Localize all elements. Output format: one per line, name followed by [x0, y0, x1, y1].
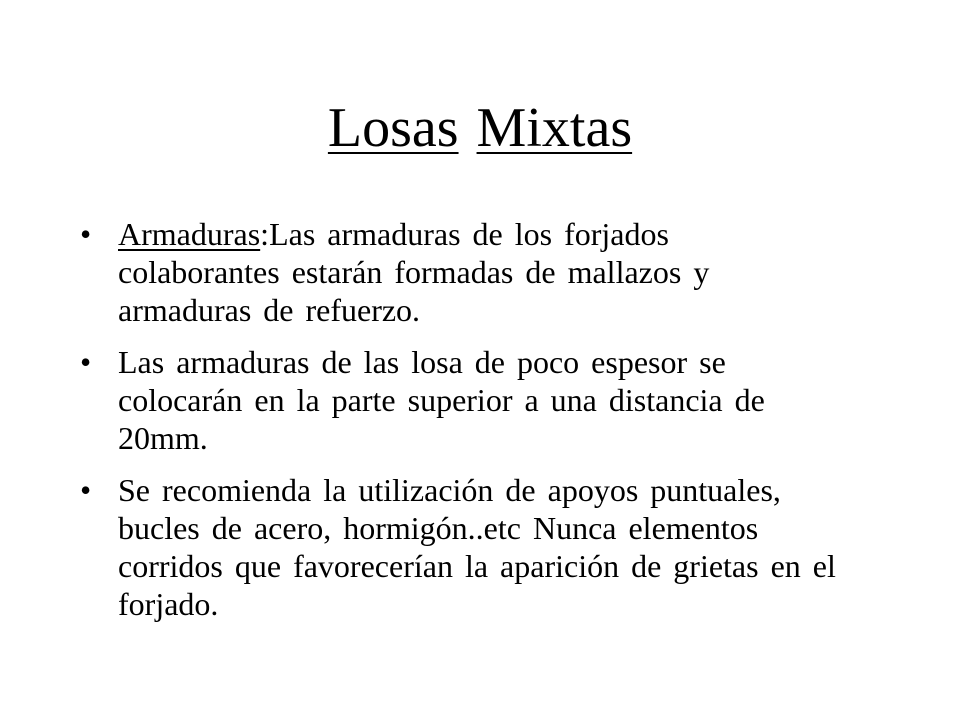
title-word-mixtas: Mixtas	[476, 97, 633, 159]
bullet-item-apoyos	[80, 471, 840, 623]
bullet-dot-icon: •	[80, 344, 92, 380]
bullet-item-armaduras	[80, 215, 840, 329]
bullet-text: :Las armaduras de los forjados colaborantes estarán formadas de mallazos y armaduras de refuerzo.	[118, 216, 710, 328]
bullet-lead-armaduras: Armaduras	[118, 216, 261, 252]
bullet-dot-icon: •	[80, 216, 92, 252]
bullet-dot-icon: •	[80, 472, 92, 508]
bullet-list	[80, 215, 840, 637]
title-word-losas: Losas	[327, 97, 459, 159]
bullet-item-espesor	[80, 343, 840, 457]
bullet-text: Las armaduras de las losa de poco espesor se colocarán en la parte superior a una distancia de 20mm.	[118, 344, 765, 456]
slide-title	[0, 92, 960, 164]
bullet-text: Se recomienda la utilización de apoyos puntuales, bucles de acero, hormigón..etc Nunca elementos corridos que favorecerían la aparición de grietas en el forjado.	[118, 472, 836, 622]
